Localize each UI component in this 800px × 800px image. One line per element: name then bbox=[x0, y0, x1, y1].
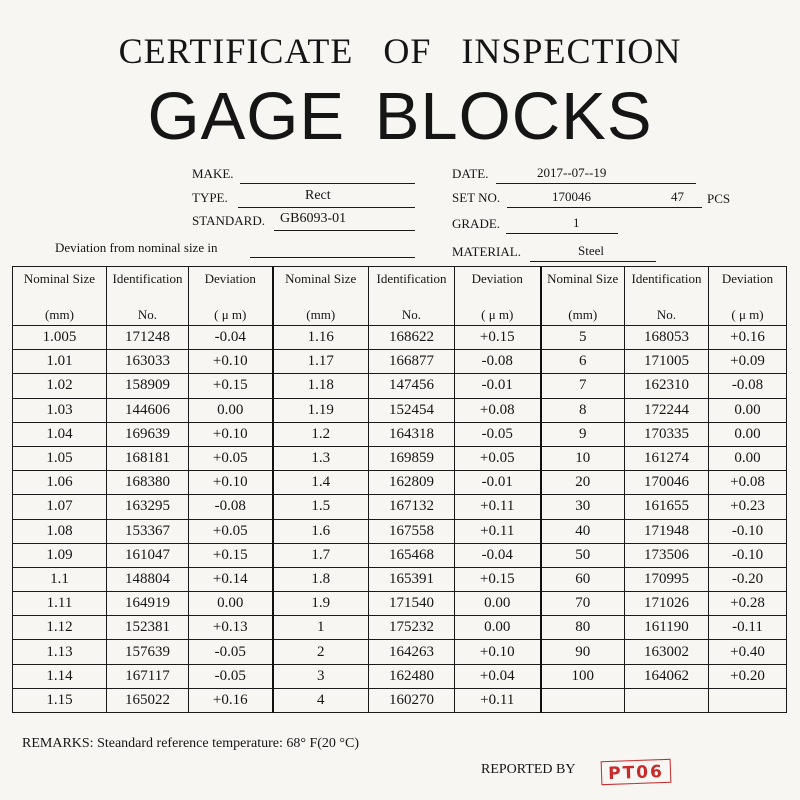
table-cell: 1.01 bbox=[13, 350, 107, 374]
table-cell: +0.15 bbox=[455, 326, 541, 350]
table-cell: 168053 bbox=[625, 326, 709, 350]
table-cell: 80 bbox=[541, 616, 625, 640]
column-header-unit: No. bbox=[401, 307, 422, 323]
column-header-title: Nominal Size bbox=[285, 271, 357, 286]
table-cell: 1.3 bbox=[273, 446, 369, 470]
table-cell: 8 bbox=[541, 398, 625, 422]
table-cell bbox=[709, 688, 787, 712]
table-cell: 60 bbox=[541, 567, 625, 591]
grade-value: 1 bbox=[573, 215, 580, 230]
table-cell: +0.15 bbox=[189, 543, 273, 567]
table-cell: 1.07 bbox=[13, 495, 107, 519]
certificate-title: CERTIFICATE OF INSPECTION bbox=[118, 31, 682, 71]
standard-value: GB6093-01 bbox=[280, 211, 347, 226]
table-cell: 70 bbox=[541, 592, 625, 616]
table-cell: -0.10 bbox=[709, 543, 787, 567]
table-cell: 171005 bbox=[625, 350, 709, 374]
table-cell: 1.9 bbox=[273, 592, 369, 616]
table-cell: 1.19 bbox=[273, 398, 369, 422]
table-cell: 1.15 bbox=[13, 688, 107, 712]
table-cell: 165391 bbox=[369, 567, 455, 591]
table-cell: -0.04 bbox=[455, 543, 541, 567]
table-cell: 171026 bbox=[625, 592, 709, 616]
table-cell: 0.00 bbox=[455, 616, 541, 640]
column-header-title: Deviation bbox=[204, 271, 256, 286]
table-cell: 144606 bbox=[107, 398, 189, 422]
table-row bbox=[13, 543, 787, 567]
table-cell: -0.01 bbox=[455, 374, 541, 398]
table-cell: -0.08 bbox=[709, 374, 787, 398]
table-cell: 2 bbox=[273, 640, 369, 664]
table-cell: 1.08 bbox=[13, 519, 107, 543]
column-header bbox=[13, 267, 107, 326]
table-cell: -0.04 bbox=[189, 326, 273, 350]
column-header bbox=[273, 267, 369, 326]
date-label: DATE. bbox=[452, 166, 489, 181]
table-cell: 10 bbox=[541, 446, 625, 470]
type-label: TYPE. bbox=[192, 190, 228, 205]
column-header-unit: ( μ m) bbox=[214, 307, 247, 323]
table-cell: +0.05 bbox=[189, 446, 273, 470]
table-cell: 163033 bbox=[107, 350, 189, 374]
remarks-text: REMARKS: Steandard reference temperature: 68° F(20 °C) bbox=[22, 736, 359, 751]
table-cell: 1.16 bbox=[273, 326, 369, 350]
table-cell: +0.10 bbox=[189, 350, 273, 374]
table-cell: 170335 bbox=[625, 422, 709, 446]
table-cell: +0.23 bbox=[709, 495, 787, 519]
table-cell: 161274 bbox=[625, 446, 709, 470]
table-cell: 0.00 bbox=[455, 592, 541, 616]
set-no-value: 170046 bbox=[552, 189, 591, 204]
table-cell: 6 bbox=[541, 350, 625, 374]
table-row bbox=[13, 398, 787, 422]
table-cell: 152381 bbox=[107, 616, 189, 640]
document-subtitle: GAGE BLOCKS bbox=[147, 79, 653, 154]
table-row bbox=[13, 616, 787, 640]
table-cell: 148804 bbox=[107, 567, 189, 591]
table-cell: -0.20 bbox=[709, 567, 787, 591]
table-cell: +0.10 bbox=[189, 471, 273, 495]
table-cell: 171540 bbox=[369, 592, 455, 616]
table-cell: 170995 bbox=[625, 567, 709, 591]
table-cell: +0.10 bbox=[455, 640, 541, 664]
table-cell: +0.11 bbox=[455, 519, 541, 543]
table-cell: 1.005 bbox=[13, 326, 107, 350]
column-header bbox=[369, 267, 455, 326]
table-cell: 1.02 bbox=[13, 374, 107, 398]
grade-label: GRADE. bbox=[452, 216, 501, 231]
table-cell: 0.00 bbox=[189, 398, 273, 422]
table-cell: +0.08 bbox=[709, 471, 787, 495]
table-row bbox=[13, 422, 787, 446]
table-cell: 147456 bbox=[369, 374, 455, 398]
table-cell: 166877 bbox=[369, 350, 455, 374]
table-cell: 163295 bbox=[107, 495, 189, 519]
table-cell: +0.11 bbox=[455, 495, 541, 519]
table-cell: +0.08 bbox=[455, 398, 541, 422]
table-cell: 165022 bbox=[107, 688, 189, 712]
table-cell: 173506 bbox=[625, 543, 709, 567]
table-cell: 1.04 bbox=[13, 422, 107, 446]
material-label: MATERIAL. bbox=[452, 244, 521, 259]
table-cell: 1.5 bbox=[273, 495, 369, 519]
table-row bbox=[13, 688, 787, 712]
table-cell: -0.01 bbox=[455, 471, 541, 495]
table-cell: 168181 bbox=[107, 446, 189, 470]
table-cell: +0.28 bbox=[709, 592, 787, 616]
gage-block-table bbox=[12, 266, 787, 713]
table-row bbox=[13, 495, 787, 519]
table-cell: 164263 bbox=[369, 640, 455, 664]
table-cell: 1.6 bbox=[273, 519, 369, 543]
table-cell: 0.00 bbox=[709, 446, 787, 470]
table-cell: 169639 bbox=[107, 422, 189, 446]
inspector-stamp: PT06 bbox=[601, 759, 672, 785]
table-cell: 1.05 bbox=[13, 446, 107, 470]
table-cell bbox=[541, 688, 625, 712]
table-cell: +0.10 bbox=[189, 422, 273, 446]
column-header bbox=[189, 267, 273, 326]
column-header bbox=[455, 267, 541, 326]
table-cell: 90 bbox=[541, 640, 625, 664]
table-cell: +0.16 bbox=[709, 326, 787, 350]
table-cell: +0.20 bbox=[709, 664, 787, 688]
table-cell: 0.00 bbox=[709, 398, 787, 422]
table-cell: 162310 bbox=[625, 374, 709, 398]
standard-label: STANDARD. bbox=[192, 213, 265, 228]
table-cell: 1.1 bbox=[13, 567, 107, 591]
column-header-unit: No. bbox=[137, 307, 158, 323]
table-cell: 162809 bbox=[369, 471, 455, 495]
table-cell bbox=[625, 688, 709, 712]
table-cell: 1.17 bbox=[273, 350, 369, 374]
table-cell: +0.05 bbox=[189, 519, 273, 543]
table-cell: 3 bbox=[273, 664, 369, 688]
table-cell: 9 bbox=[541, 422, 625, 446]
table-cell: 1.06 bbox=[13, 471, 107, 495]
table-cell: 7 bbox=[541, 374, 625, 398]
table-cell: 167558 bbox=[369, 519, 455, 543]
table-cell: 164062 bbox=[625, 664, 709, 688]
table-cell: +0.04 bbox=[455, 664, 541, 688]
column-header-unit: (mm) bbox=[45, 307, 74, 323]
table-cell: 1.7 bbox=[273, 543, 369, 567]
table-cell: 169859 bbox=[369, 446, 455, 470]
table-cell: 1.14 bbox=[13, 664, 107, 688]
table-cell: 1.4 bbox=[273, 471, 369, 495]
table-cell: 170046 bbox=[625, 471, 709, 495]
table-cell: 168622 bbox=[369, 326, 455, 350]
column-header-unit: ( μ m) bbox=[481, 307, 514, 323]
column-header-unit: No. bbox=[656, 307, 677, 323]
table-cell: 50 bbox=[541, 543, 625, 567]
grade-underline bbox=[506, 233, 618, 234]
table-cell: 171948 bbox=[625, 519, 709, 543]
table-row bbox=[13, 326, 787, 350]
table-cell: 164318 bbox=[369, 422, 455, 446]
deviation-unit-label: Deviation from nominal size in bbox=[55, 240, 218, 255]
table-row bbox=[13, 350, 787, 374]
column-header-title: Deviation bbox=[471, 271, 523, 286]
table-cell: 161190 bbox=[625, 616, 709, 640]
table-cell: 40 bbox=[541, 519, 625, 543]
table-cell: 1.2 bbox=[273, 422, 369, 446]
table-cell: +0.40 bbox=[709, 640, 787, 664]
column-header bbox=[625, 267, 709, 326]
table-cell: +0.14 bbox=[189, 567, 273, 591]
date-underline bbox=[496, 183, 696, 184]
column-header-title: Deviation bbox=[721, 271, 774, 286]
column-header-title: Identification bbox=[631, 271, 702, 286]
table-row bbox=[13, 374, 787, 398]
table-cell: 1.13 bbox=[13, 640, 107, 664]
column-header bbox=[107, 267, 189, 326]
column-header-title: Nominal Size bbox=[547, 271, 619, 286]
date-value: 2017--07--19 bbox=[537, 165, 607, 180]
column-header-unit: (mm) bbox=[306, 307, 336, 323]
table-cell: 175232 bbox=[369, 616, 455, 640]
table-cell: 167132 bbox=[369, 495, 455, 519]
table-row bbox=[13, 519, 787, 543]
table-cell: 1.11 bbox=[13, 592, 107, 616]
table-cell: 161655 bbox=[625, 495, 709, 519]
material-value: Steel bbox=[578, 243, 604, 258]
table-cell: -0.11 bbox=[709, 616, 787, 640]
table-cell: 20 bbox=[541, 471, 625, 495]
table-cell: +0.11 bbox=[455, 688, 541, 712]
table-row bbox=[13, 567, 787, 591]
table-cell: 163002 bbox=[625, 640, 709, 664]
table-cell: 157639 bbox=[107, 640, 189, 664]
table-cell: +0.16 bbox=[189, 688, 273, 712]
table-cell: 167117 bbox=[107, 664, 189, 688]
table-cell: 0.00 bbox=[189, 592, 273, 616]
table-cell: 171248 bbox=[107, 326, 189, 350]
column-header-title: Identification bbox=[376, 271, 447, 286]
table-cell: +0.15 bbox=[455, 567, 541, 591]
standard-underline bbox=[274, 230, 415, 231]
column-header-unit: (mm) bbox=[568, 307, 598, 323]
type-value: Rect bbox=[305, 188, 331, 203]
table-cell: 172244 bbox=[625, 398, 709, 422]
table-row bbox=[13, 446, 787, 470]
table-cell: +0.13 bbox=[189, 616, 273, 640]
table-cell: 1 bbox=[273, 616, 369, 640]
table-cell: -0.05 bbox=[455, 422, 541, 446]
deviation-unit-underline bbox=[250, 257, 415, 258]
table-cell: 165468 bbox=[369, 543, 455, 567]
set-no-label: SET NO. bbox=[452, 190, 501, 205]
table-cell: -0.05 bbox=[189, 640, 273, 664]
table-cell: 1.12 bbox=[13, 616, 107, 640]
table-cell: -0.05 bbox=[189, 664, 273, 688]
table-cell: +0.15 bbox=[189, 374, 273, 398]
column-header-unit: ( μ m) bbox=[731, 307, 764, 323]
column-header-title: Identification bbox=[112, 271, 183, 286]
column-header bbox=[709, 267, 787, 326]
table-cell: 1.09 bbox=[13, 543, 107, 567]
material-underline bbox=[530, 261, 656, 262]
table-cell: 5 bbox=[541, 326, 625, 350]
column-header bbox=[541, 267, 625, 326]
table-cell: 1.03 bbox=[13, 398, 107, 422]
make-underline bbox=[240, 183, 415, 184]
table-cell: 4 bbox=[273, 688, 369, 712]
type-underline bbox=[238, 207, 415, 208]
table-cell: -0.08 bbox=[189, 495, 273, 519]
table-cell: 158909 bbox=[107, 374, 189, 398]
table-row bbox=[13, 592, 787, 616]
pcs-count: 47 bbox=[671, 189, 684, 204]
table-cell: 1.8 bbox=[273, 567, 369, 591]
table-cell: 168380 bbox=[107, 471, 189, 495]
table-cell: 30 bbox=[541, 495, 625, 519]
table-cell: +0.09 bbox=[709, 350, 787, 374]
table-cell: 160270 bbox=[369, 688, 455, 712]
table-cell: -0.10 bbox=[709, 519, 787, 543]
table-cell: 0.00 bbox=[709, 422, 787, 446]
pcs-label: PCS bbox=[707, 191, 731, 206]
table-cell: +0.05 bbox=[455, 446, 541, 470]
table-row bbox=[13, 664, 787, 688]
table-cell: 164919 bbox=[107, 592, 189, 616]
table-cell: 162480 bbox=[369, 664, 455, 688]
make-label: MAKE. bbox=[192, 166, 234, 181]
table-row bbox=[13, 471, 787, 495]
set-no-underline bbox=[507, 207, 702, 208]
column-header-title: Nominal Size bbox=[23, 271, 96, 286]
table-cell: 161047 bbox=[107, 543, 189, 567]
table-cell: 1.18 bbox=[273, 374, 369, 398]
table-cell: -0.08 bbox=[455, 350, 541, 374]
table-cell: 100 bbox=[541, 664, 625, 688]
table-cell: 153367 bbox=[107, 519, 189, 543]
table-header-row bbox=[13, 267, 787, 326]
reported-by-label: REPORTED BY bbox=[481, 762, 576, 777]
table-row bbox=[13, 640, 787, 664]
table-cell: 152454 bbox=[369, 398, 455, 422]
